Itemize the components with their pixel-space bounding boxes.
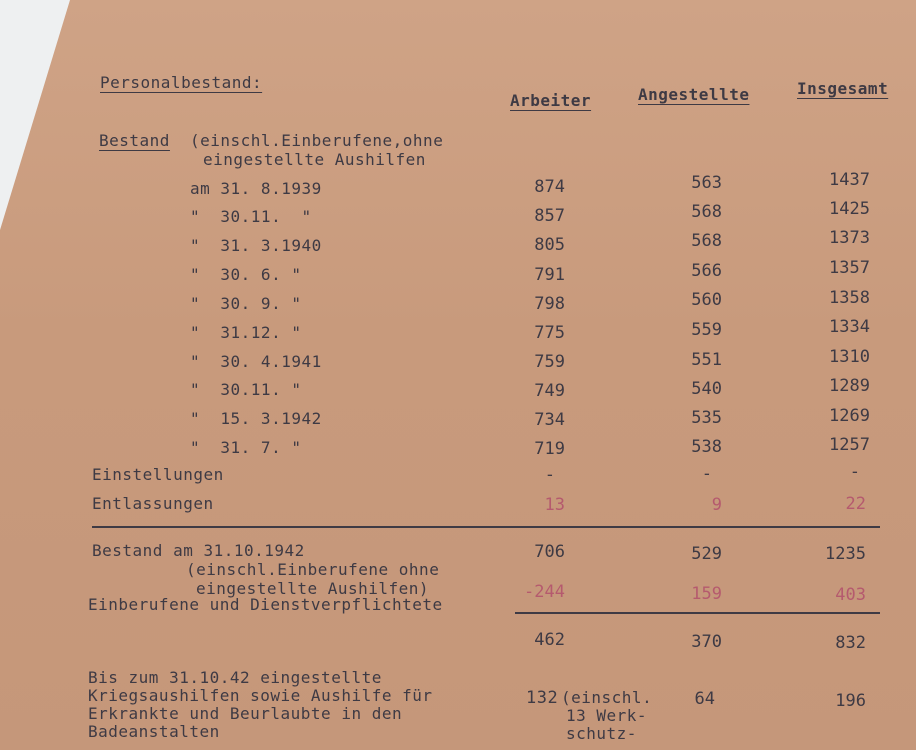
einstellungen-arbeiter: - <box>544 465 555 485</box>
aushilfen-insgesamt: 196 <box>835 691 866 711</box>
column-angestellte: Angestellte <box>638 85 750 104</box>
subtotal-insgesamt: 832 <box>835 633 866 653</box>
row-insgesamt: 1425 <box>829 199 870 219</box>
entlassungen-label: Entlassungen <box>92 494 214 513</box>
row-date: " 30.11. " <box>190 207 312 226</box>
subtotal-angestellte: 370 <box>691 632 722 652</box>
row-insgesamt: 1257 <box>829 435 870 455</box>
bestand-note-2: eingestellte Aushilfen <box>203 150 426 169</box>
bestand-1942-note-2: eingestellte Aushilfen) <box>196 579 430 598</box>
einstellungen-label: Einstellungen <box>92 465 224 484</box>
row-angestellte: 535 <box>691 408 722 428</box>
row-date: " 31.12. " <box>190 323 302 342</box>
row-insgesamt: 1334 <box>829 317 870 337</box>
row-arbeiter: 759 <box>534 352 565 372</box>
bestand-1942-insgesamt: 1235 <box>825 544 866 564</box>
row-angestellte: 566 <box>691 261 722 281</box>
row-arbeiter: 775 <box>534 323 565 343</box>
row-angestellte: 568 <box>691 231 722 251</box>
bestand-note-1: (einschl.Einberufene,ohne <box>190 131 444 150</box>
aushilfen-line-1: Bis zum 31.10.42 eingestellte <box>88 668 382 687</box>
bestand-1942-arbeiter: 706 <box>534 542 565 562</box>
row-insgesamt: 1357 <box>829 258 870 278</box>
einberufene-label: Einberufene und Dienstverpflichtete <box>88 595 443 614</box>
entlassungen-insgesamt: 22 <box>845 494 866 514</box>
row-arbeiter: 719 <box>534 439 565 459</box>
bestand-1942-label: Bestand am 31.10.1942 <box>92 541 305 560</box>
aushilfen-note-1: (einschl. <box>561 688 653 707</box>
row-arbeiter: 749 <box>534 381 565 401</box>
aushilfen-note-2: 13 Werk- <box>566 706 648 725</box>
aushilfen-note-3: schutz- <box>566 724 637 743</box>
einstellungen-insgesamt: - <box>849 462 860 482</box>
einberufene-insgesamt: 403 <box>835 585 866 605</box>
aushilfen-arbeiter: 132 <box>526 688 559 708</box>
aushilfen-line-4: Badeanstalten <box>88 722 220 741</box>
total-rule <box>92 526 880 528</box>
row-date: " 30. 9. " <box>190 294 302 313</box>
einberufene-angestellte: 159 <box>691 584 722 604</box>
row-insgesamt: 1310 <box>829 347 870 367</box>
row-arbeiter: 734 <box>534 410 565 430</box>
row-insgesamt: 1437 <box>829 170 870 190</box>
row-angestellte: 538 <box>691 437 722 457</box>
entlassungen-angestellte: 9 <box>711 495 722 515</box>
row-insgesamt: 1358 <box>829 288 870 308</box>
row-angestellte: 563 <box>691 173 722 193</box>
row-date: " 31. 3.1940 <box>190 236 322 255</box>
row-angestellte: 551 <box>691 350 722 370</box>
row-date: " 15. 3.1942 <box>190 409 322 428</box>
row-angestellte: 568 <box>691 202 722 222</box>
bestand-1942-note-1: (einschl.Einberufene ohne <box>186 560 440 579</box>
row-insgesamt: 1289 <box>829 376 870 396</box>
row-date: " 30. 4.1941 <box>190 352 322 371</box>
row-date: " 30.11. " <box>190 380 302 399</box>
row-arbeiter: 798 <box>534 294 565 314</box>
row-arbeiter: 874 <box>534 177 565 197</box>
row-date: " 30. 6. " <box>190 265 302 284</box>
aushilfen-angestellte: 64 <box>694 689 715 709</box>
subtotal-arbeiter: 462 <box>534 630 565 650</box>
aushilfen-line-3: Erkrankte und Beurlaubte in den <box>88 704 403 723</box>
row-arbeiter: 791 <box>534 265 565 285</box>
bestand-label: Bestand <box>99 131 170 150</box>
row-insgesamt: 1373 <box>829 228 870 248</box>
bestand-1942-angestellte: 529 <box>691 544 722 564</box>
entlassungen-arbeiter: 13 <box>544 495 565 515</box>
row-angestellte: 560 <box>691 290 722 310</box>
row-insgesamt: 1269 <box>829 406 870 426</box>
einstellungen-angestellte: - <box>701 464 712 484</box>
einberufene-arbeiter: -244 <box>524 582 565 602</box>
row-date: am 31. 8.1939 <box>190 179 322 198</box>
column-arbeiter: Arbeiter <box>510 91 592 110</box>
aushilfen-line-2: Kriegsaushilfen sowie Aushilfe für <box>88 686 433 705</box>
page-corner-background <box>0 0 70 230</box>
row-angestellte: 559 <box>691 320 722 340</box>
row-angestellte: 540 <box>691 379 722 399</box>
row-date: " 31. 7. " <box>190 438 302 457</box>
heading: Personalbestand: <box>100 73 263 92</box>
row-arbeiter: 857 <box>534 206 565 226</box>
column-insgesamt: Insgesamt <box>797 79 889 98</box>
row-arbeiter: 805 <box>534 235 565 255</box>
subtotal-rule <box>515 612 880 614</box>
